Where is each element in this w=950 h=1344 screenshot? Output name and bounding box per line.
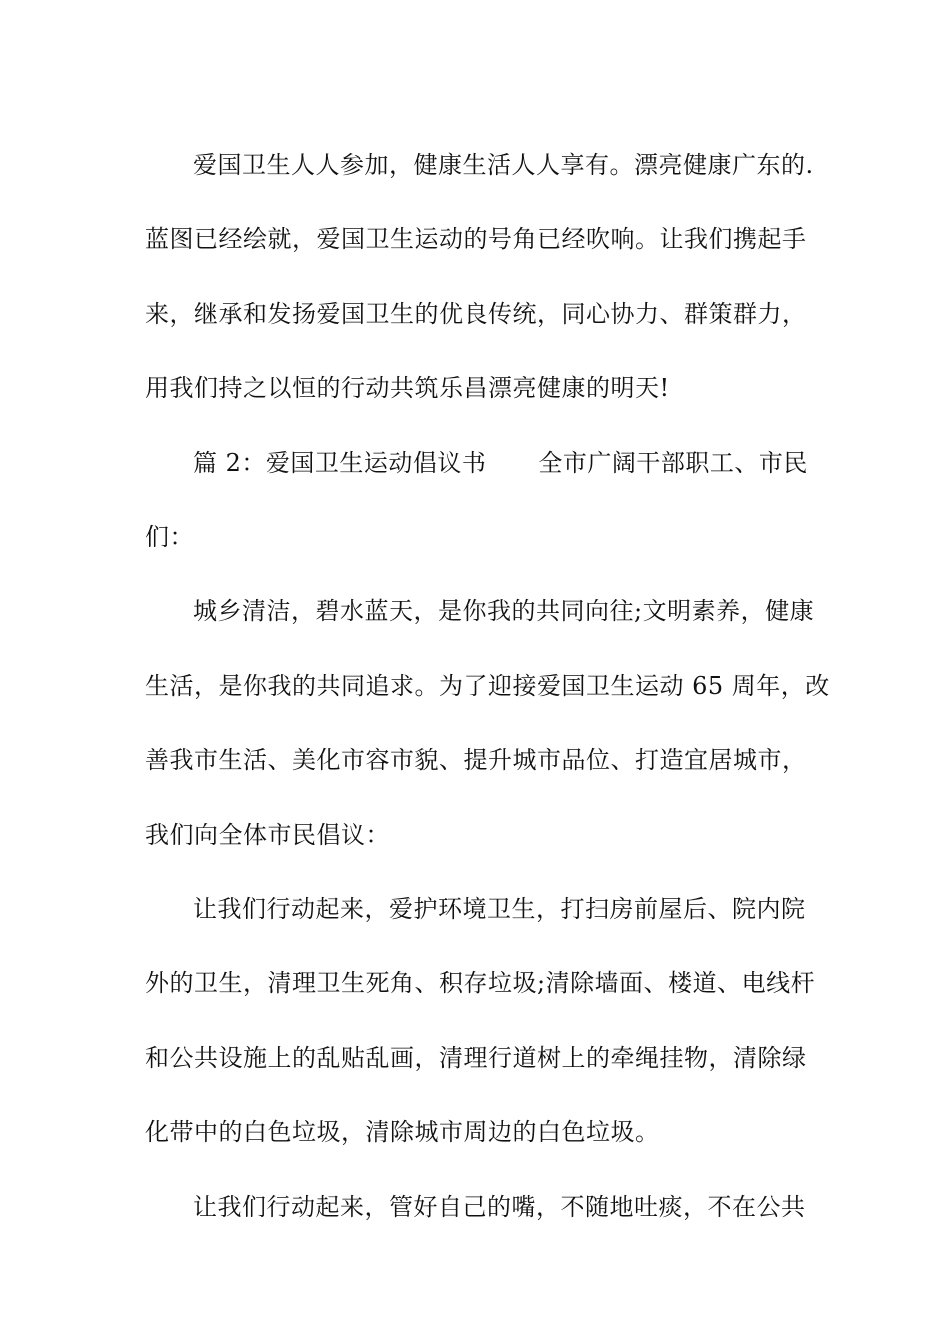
salutation-start: 全市广阔干部职工、市民 [538,448,808,477]
document-body [145,128,830,1244]
paragraph-proposal-2 [145,1170,807,1244]
text-line: 让我们行动起来，管好自己的嘴，不随地吐痰，不在公共 [193,1192,806,1221]
text-line: 蓝图已经绘就，爱国卫生运动的号角已经吹响。让我们携起手 [145,225,807,254]
text-line: 让我们行动起来，爱护环境卫生，打扫房前屋后、院内院 [193,895,806,924]
paragraph-proposal-1 [145,872,816,1170]
text-line: 来，继承和发扬爱国卫生的优良传统，同心协力、群策群力， [145,299,807,328]
text-line: 们： [145,523,194,552]
paragraph-closing [145,128,814,426]
text-line: 和公共设施上的乱贴乱画，清理行道树上的牵绳挂物，清除绿 [145,1043,807,1072]
text-line: 外的卫生，清理卫生死角、积存垃圾;清除墙面、楼道、电线杆 [145,969,816,998]
paragraph-intro [145,574,830,872]
text-line: 生活，是你我的共同追求。为了迎接爱国卫生运动 65 周年，改 [145,671,830,700]
text-line: 用我们持之以恒的行动共筑乐昌漂亮健康的明天! [145,374,670,403]
text-line: 爱国卫生人人参加，健康生活人人享有。漂亮健康广东的. [193,151,814,179]
text-line: 我们向全体市民倡议： [145,820,390,849]
text-line: 善我市生活、美化市容市貌、提升城市品位、打造宜居城市， [145,746,807,775]
section-title: 篇 2：爱国卫生运动倡议书 [193,448,487,477]
section-heading-line [145,426,807,500]
text-line: 城乡清洁，碧水蓝天，是你我的共同向往;文明素养，健康 [193,597,815,626]
paragraph-heading [145,426,807,575]
text-line: 化带中的白色垃圾，清除城市周边的白色垃圾。 [145,1118,660,1147]
